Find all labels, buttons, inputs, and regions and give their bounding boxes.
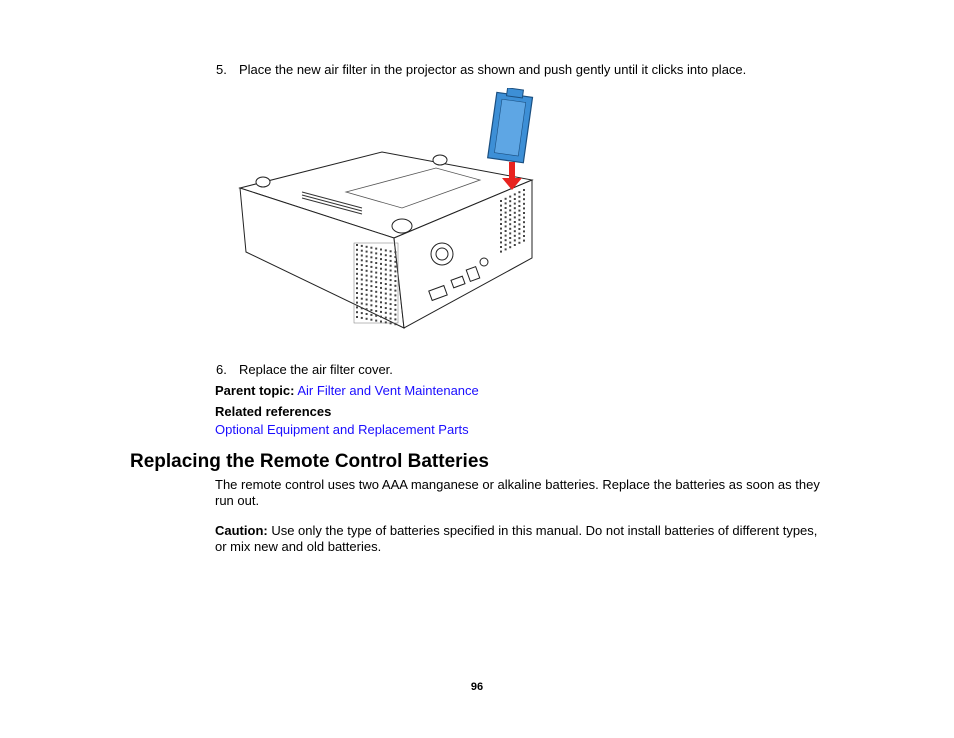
step-text: Replace the air filter cover. (239, 362, 393, 377)
section-title: Replacing the Remote Control Batteries (130, 451, 489, 472)
step-number: 6. (216, 362, 227, 377)
projector-air-filter-illustration (236, 88, 538, 332)
parent-topic-link[interactable]: Air Filter and Vent Maintenance (297, 383, 479, 398)
caution-text: Use only the type of batteries specified in this manual. Do not install batteries of different types, or mix new and old batteries. (215, 523, 818, 554)
air-filter (488, 88, 534, 163)
related-reference-link[interactable]: Optional Equipment and Replacement Parts (215, 422, 469, 437)
step-number: 5. (216, 62, 227, 77)
related-references-heading: Related references (215, 404, 332, 419)
parent-topic (215, 383, 479, 399)
intro-paragraph: The remote control uses two AAA manganese or alkaline batteries. Replace the batteries as soon as they run out. (215, 477, 820, 508)
step-5 (216, 62, 746, 78)
parent-topic-label: Parent topic: (215, 383, 295, 398)
caution-label: Caution: (215, 523, 268, 538)
caution-paragraph (215, 523, 825, 555)
page-number: 96 (470, 681, 484, 693)
step-6 (216, 362, 393, 378)
step-text: Place the new air filter in the projector as shown and push gently until it clicks into place. (239, 62, 747, 77)
